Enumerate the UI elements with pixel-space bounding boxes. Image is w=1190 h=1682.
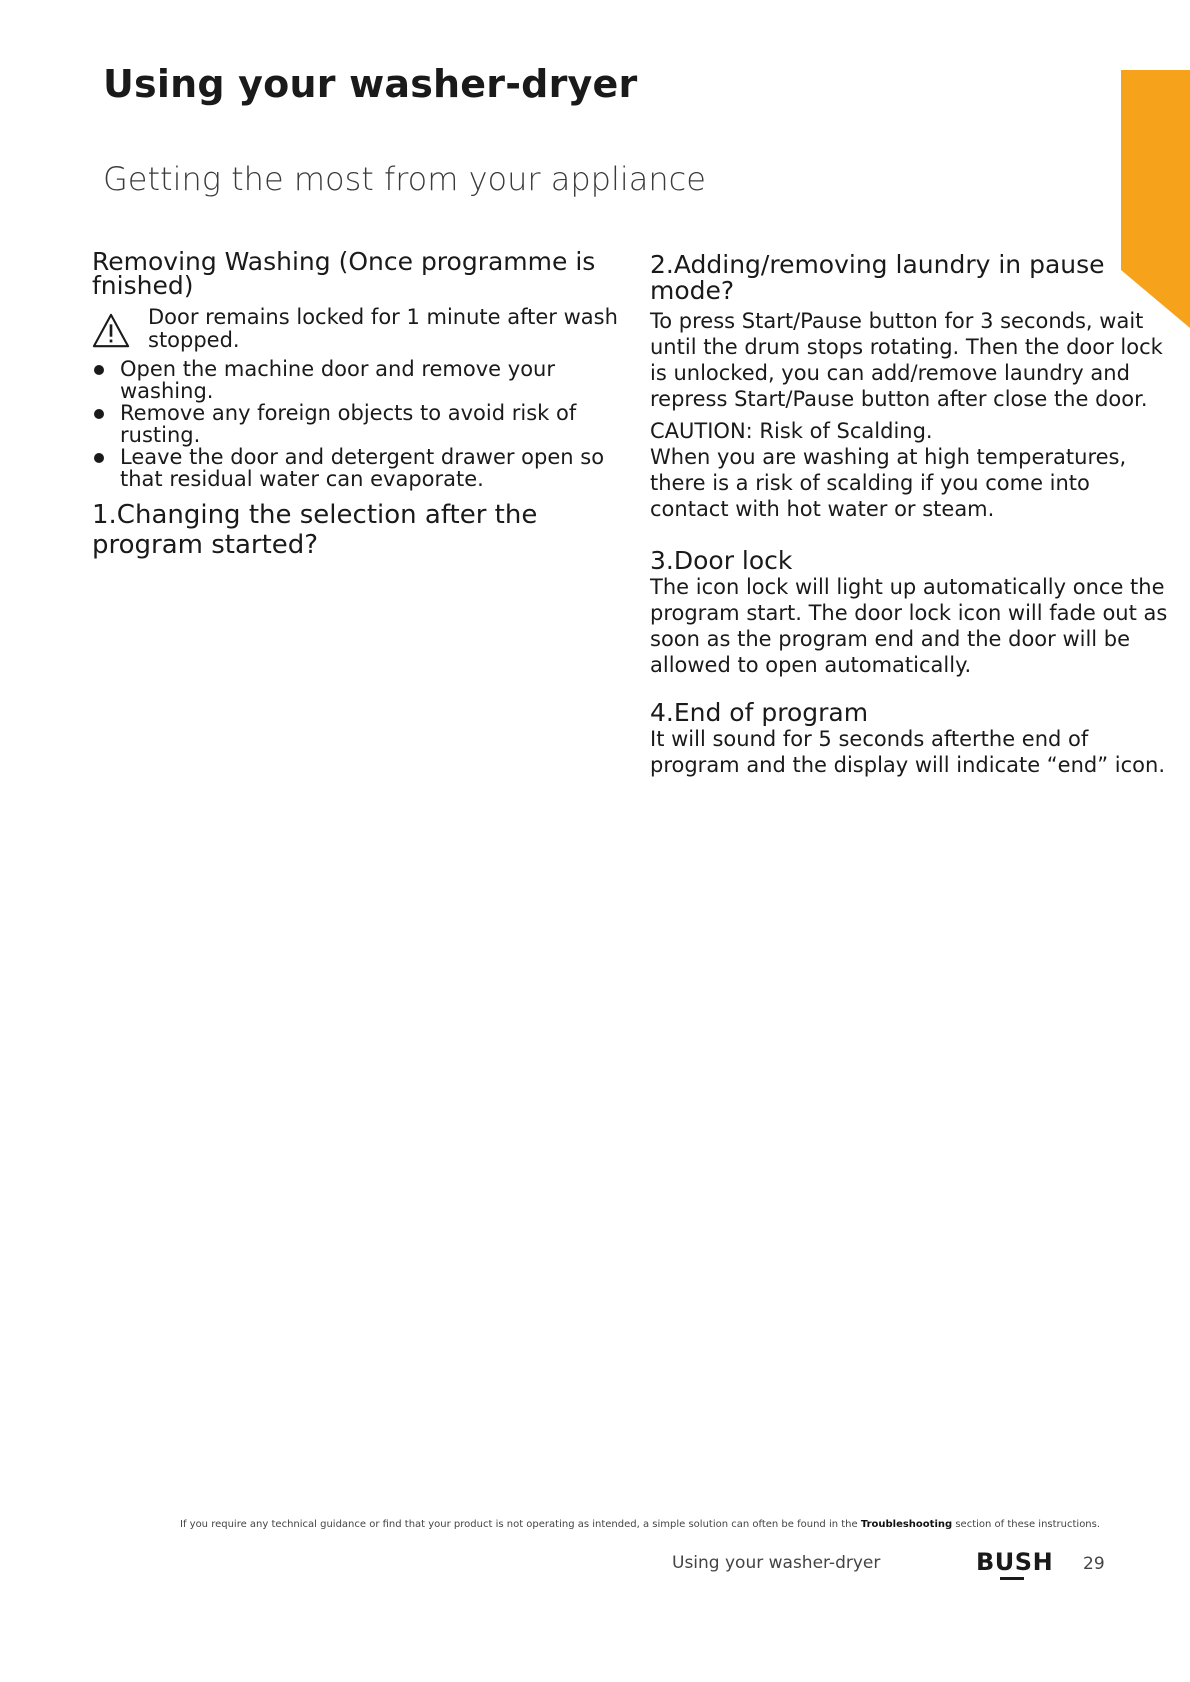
page-title: Using your washer-dryer — [103, 62, 638, 106]
adding-removing-body: To press Start/Pause button for 3 seconds, wait until the drum stops rotating. Then the door lock is unlocked, you can add/remove laundry and repress Start/Pause button after close the door. — [650, 309, 1163, 411]
end-of-program-body: It will sound for 5 seconds afterthe end of program and the display will indicate “end” icon. — [650, 727, 1165, 777]
warning-triangle-icon — [92, 312, 130, 350]
bullet-text: Remove any foreign objects to avoid risk of rusting. — [120, 401, 577, 447]
caution-body: When you are washing at high temperatures, there is a risk of scalding if you come into contact with hot water or steam. — [650, 445, 1127, 521]
door-lock-heading: 3.Door lock — [650, 546, 793, 575]
bullet-text: Leave the door and detergent drawer open so that residual water can evaporate. — [120, 445, 605, 491]
right-column — [650, 252, 1175, 778]
removing-washing-heading: Removing Washing (Once programme is fnished) — [92, 247, 596, 300]
list-item — [92, 358, 632, 402]
list-item — [92, 446, 632, 490]
page-subtitle: Getting the most from your appliance — [103, 160, 706, 198]
door-lock-body: The icon lock will light up automatically once the program start. The door lock icon will fade out as soon as the program end and the door will be allowed to open automatically. — [650, 575, 1168, 677]
page-number: 29 — [1083, 1554, 1105, 1574]
footer-troubleshooting-note — [180, 1519, 1100, 1530]
warning-text: Door remains locked for 1 minute after wash stopped. — [148, 305, 618, 352]
left-column — [92, 247, 632, 560]
caution-title: CAUTION: Risk of Scalding. — [650, 419, 933, 443]
troubleshooting-link-text: Troubleshooting — [860, 1519, 953, 1530]
bush-logo-underline — [1000, 1577, 1024, 1580]
warning-note — [92, 306, 632, 352]
bullet-dot — [94, 409, 104, 419]
changing-selection-heading: 1.Changing the selection after the program started? — [92, 500, 538, 560]
removing-bullet-list — [92, 358, 632, 490]
list-item — [92, 402, 632, 446]
footer-note-post: section of these instructions. — [952, 1519, 1101, 1530]
adding-removing-heading: 2.Adding/removing laundry in pause mode? — [650, 250, 1105, 305]
end-of-program-heading: 4.End of program — [650, 698, 869, 727]
bush-logo: BUSH — [976, 1548, 1054, 1576]
bullet-text: Open the machine door and remove your washing. — [120, 357, 555, 403]
footer-section-label: Using your washer-dryer — [672, 1553, 881, 1573]
bullet-dot — [94, 365, 104, 375]
bullet-dot — [94, 453, 104, 463]
footer-note-pre: If you require any technical guidance or find that your product is not operating as intended, a simple solution can often be found in the — [180, 1519, 861, 1530]
